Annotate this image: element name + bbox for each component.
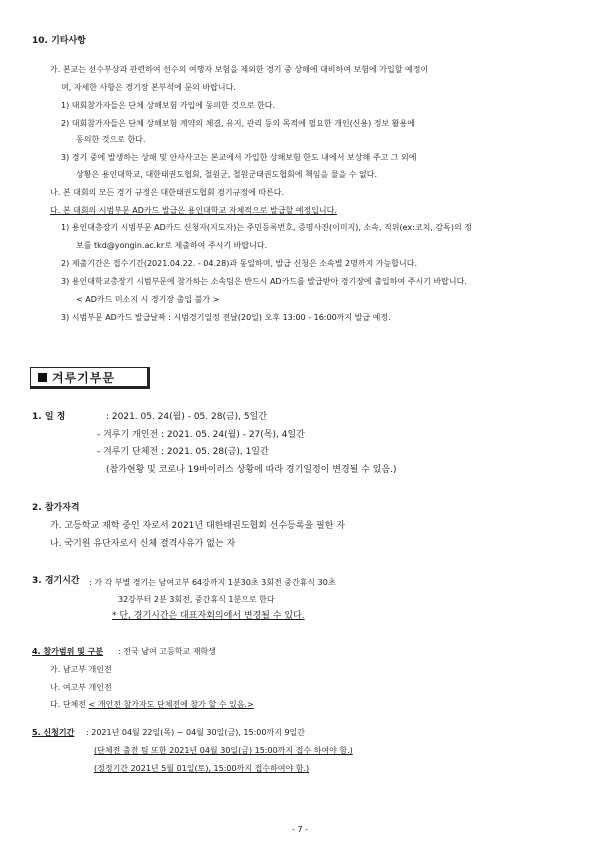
schedule-label: 1. 일 정 xyxy=(32,412,66,422)
item-da-3: 3) 용인대학교총장기 시범부문에 참가하는 소속팀은 반드시 AD카드를 발급받아 경기장에 출입하여 주시기 바랍니다. xyxy=(61,277,467,286)
application-label: 5. 신청기간 xyxy=(32,728,75,737)
item-da-4: 3) 시범부문 AD카드 발급날짜 : 시범경기일정 전날(20일) 오후 13:00 - 16:00까지 발급 예정. xyxy=(61,313,391,322)
schedule-note: (참가현황 및 코로나 19바이러스 상황에 따라 경기일정이 변경될 수 있음.) xyxy=(106,465,397,475)
item-da: 다. 본 대회의 시범부문 AD카드 발급은 용인대학교 자체적으로 발급할 예정입니다. xyxy=(50,206,337,215)
scope-da-prefix: 다. 단체전 xyxy=(50,700,89,709)
scope-ga: 가. 남고부 개인전 xyxy=(50,665,112,674)
section-title-box xyxy=(30,367,150,389)
black-square-icon xyxy=(38,373,47,382)
scope-text: : 전국 남여 고등학교 재학생 xyxy=(118,647,216,656)
item-da-3-note: < AD카드 미소지 시 경기장 출입 불가 > xyxy=(76,295,220,304)
match-time-text1: : 가 각 부별 경기는 남여고부 64강까지 1분30초 3회전 중간휴식 30초 xyxy=(89,578,336,587)
item-ga-2a: 2) 대회참가자들은 단체 상해보험 계약의 체결, 유지, 관리 등의 목적에 필요한 개인(신용) 정보 활용에 xyxy=(61,119,415,128)
schedule-team: - 겨루기 단체전 : 2021. 05. 28(금), 1일간 xyxy=(97,447,269,457)
eligibility-ga: 가. 고등학교 재학 중인 자로서 2021년 대한태권도협회 선수등록을 필한 자 xyxy=(50,521,345,531)
item-ga-3a: 3) 경기 중에 발생하는 상해 및 안사사고는 본교에서 가입한 상해보험 한도 내에서 보상해 주고 그 외에 xyxy=(61,153,417,162)
section-title: 겨루기부문 xyxy=(52,370,115,385)
eligibility-na: 나. 국기원 유단자로서 신체 결격사유가 없는 자 xyxy=(50,539,236,549)
item-da-2: 2) 제출기간은 접수기간(2021.04.22. - 04.28)과 동일하며, 발급 신청은 소속별 2명까지 가능합니다. xyxy=(61,259,418,268)
match-time-note: * 단, 경기시간은 대표자회의에서 변경될 수 있다. xyxy=(112,611,305,621)
item-ga-line2: 며, 자세한 사항은 경기장 본부석에 문의 바랍니다. xyxy=(61,83,236,92)
item-na: 나. 본 대회의 모든 경기 규정은 대한태권도협회 경기규정에 따른다. xyxy=(50,188,285,197)
application-note1: (단체전 출전 팀 또한 2021년 04월 30일(금) 15:00까지 접수 하여야 함.) xyxy=(94,746,353,755)
application-note2: (정정기간 2021년 5월 01일(토), 15:00까지 접수하여야 함.) xyxy=(94,764,310,773)
scope-da xyxy=(50,699,254,710)
scope-na: 나. 여고부 개인전 xyxy=(50,683,112,692)
page-number: - 7 - xyxy=(292,825,308,834)
item-ga-line1: 가. 본교는 선수부상과 관련하여 선수의 여행자 보험을 제외한 경기 중 상해에 대비하여 보험에 가입할 예정이 xyxy=(50,65,429,74)
eligibility-label: 2. 참가자격 xyxy=(32,503,80,513)
application-text: : 2021년 04월 22일(목) ~ 04월 30일(금), 15:00까지 9일간 xyxy=(86,728,305,737)
scope-label: 4. 참가범위 및 구분 xyxy=(32,647,104,656)
item-da-1a: 1) 용인대총장기 시범부문 AD카드 신청자(지도자)는 주민등록번호, 증명사진(이미지), 소속, 직위(ex:코치, 감독)의 정 xyxy=(61,223,472,232)
match-time-text2: 32강부터 2분 3회전, 중간휴식 1분으로 한다 xyxy=(118,595,275,604)
schedule-individual: - 겨루기 개인전 : 2021. 05. 24(월) - 27(목), 4일간 xyxy=(97,430,305,440)
schedule-main: : 2021. 05. 24(월) - 05. 28(금), 5일간 xyxy=(106,412,268,422)
section-10-heading: 10. 기타사항 xyxy=(32,36,86,46)
scope-da-note: < 개인전 참가자도 단체전에 참가 할 수 있음.> xyxy=(88,700,254,709)
match-time-label: 3. 경기시간 xyxy=(32,576,80,586)
item-da-1b: 보를 tkd@yongin.ac.kr로 제출하여 주시기 바랍니다. xyxy=(76,241,268,250)
item-ga-1: 1) 대회참가자들은 단체 상해보험 가입에 동의한 것으로 한다. xyxy=(61,101,276,110)
item-ga-3b: 상황은 용인대학교, 대한태권도협회, 철원군, 철원군태권도협회에 책임을 물을 수 없다. xyxy=(76,170,377,179)
item-ga-2b: 동의한 것으로 한다. xyxy=(76,135,146,144)
